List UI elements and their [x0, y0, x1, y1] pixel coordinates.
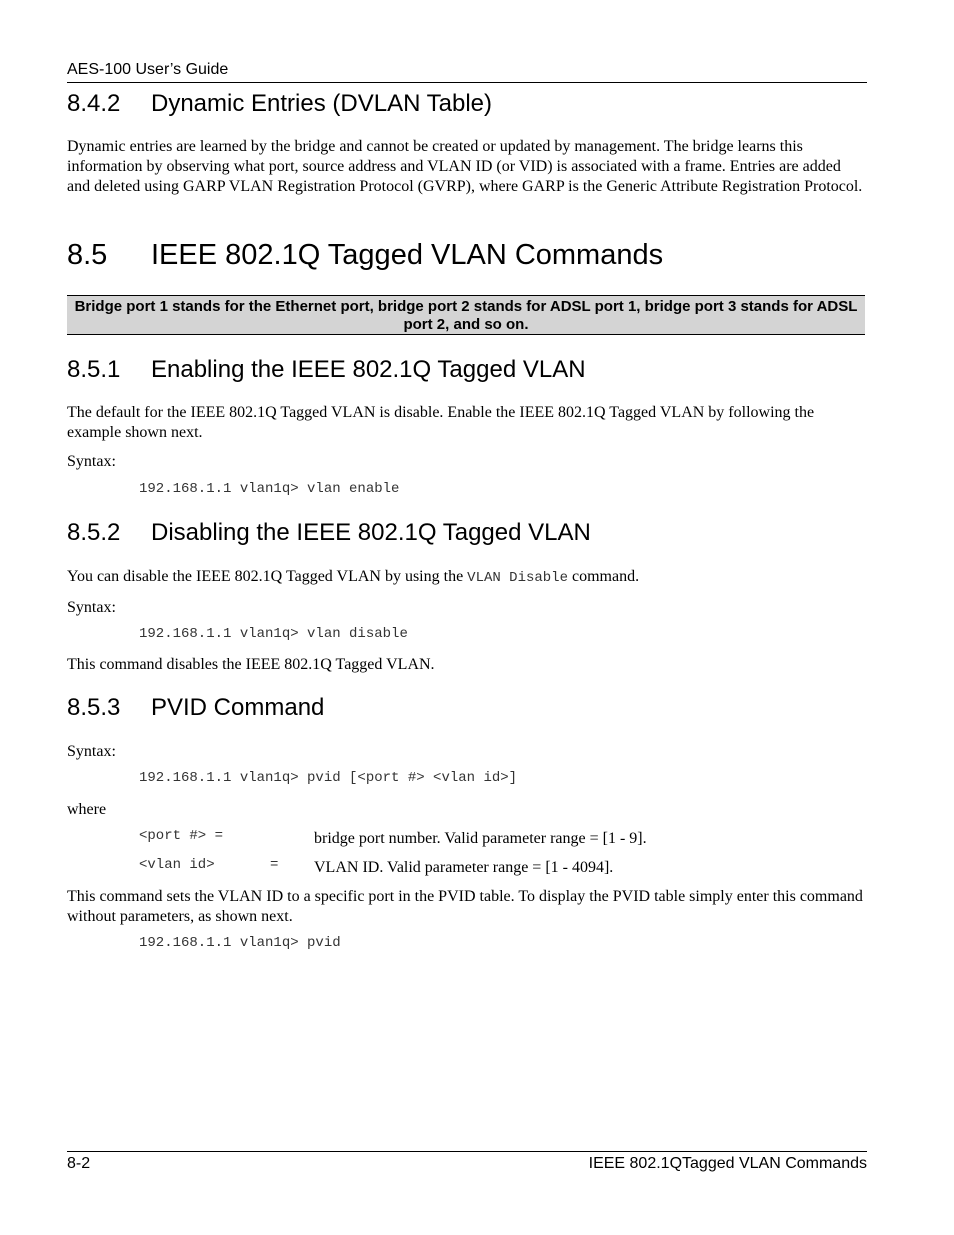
section-title: Dynamic Entries (DVLAN Table) [151, 90, 493, 117]
section-number: 8.4.2 [67, 90, 121, 117]
syntax-label: Syntax: [67, 453, 116, 470]
chapter-heading-8-5 [67, 238, 663, 272]
param-equals-vlan-id: = [270, 857, 279, 873]
section-number: 8.5.1 [67, 356, 121, 383]
paragraph-pvid: This command sets the VLAN ID to a specific port in the PVID table. To display the PVID table simply enter this command without parameters, as shown next. [67, 888, 863, 925]
paragraph-disabling [67, 567, 867, 588]
param-name-vlan-id: <vlan id> [139, 857, 215, 873]
param-desc-port: bridge port number. Valid parameter range = [1 - 9]. [314, 830, 647, 847]
footer-chapter-title: IEEE 802.1QTagged VLAN Commands [588, 1155, 867, 1172]
paragraph-dynamic-entries: Dynamic entries are learned by the bridge and cannot be created or updated by management. The bridge learns this information by observing what port, source address and VLAN ID (or VID) is associated with a frame. Entries are added and deleted using GARP VLAN Registration Protocol (GVRP), where GARP is the Generic Attribute Registration Protocol. [67, 138, 863, 195]
paragraph-disable-result: This command disables the IEEE 802.1Q Tagged VLAN. [67, 656, 435, 673]
paragraph-text: You can disable the IEEE 802.1Q Tagged VLAN by using the [67, 568, 464, 585]
section-title: Disabling the IEEE 802.1Q Tagged VLAN [151, 519, 591, 546]
inline-code-vlan-disable: VLAN Disable [467, 570, 568, 586]
code-vlan-enable: 192.168.1.1 vlan1q> vlan enable [139, 481, 400, 497]
param-name-port: <port #> = [139, 828, 224, 844]
section-heading-8-5-1 [67, 356, 586, 384]
section-number: 8.5.2 [67, 519, 121, 546]
code-vlan-disable: 192.168.1.1 vlan1q> vlan disable [139, 626, 408, 642]
section-title: Enabling the IEEE 802.1Q Tagged VLAN [151, 356, 586, 383]
section-number: 8.5.3 [67, 694, 121, 721]
section-heading-8-5-2 [67, 519, 591, 547]
section-title: PVID Command [151, 694, 325, 721]
where-label: where [67, 801, 107, 818]
section-heading-8-4-2 [67, 90, 492, 118]
param-desc-vlan-id: VLAN ID. Valid parameter range = [1 - 4094]. [314, 859, 614, 876]
section-number: 8.5 [67, 239, 108, 271]
header-rule [67, 82, 867, 83]
syntax-label: Syntax: [67, 743, 116, 760]
code-pvid-syntax: 192.168.1.1 vlan1q> pvid [<port #> <vlan id>] [139, 770, 518, 786]
section-heading-8-5-3 [67, 694, 324, 722]
code-pvid: 192.168.1.1 vlan1q> pvid [139, 935, 341, 951]
footer-rule [67, 1151, 867, 1152]
paragraph-enabling: The default for the IEEE 802.1Q Tagged VLAN is disable. Enable the IEEE 802.1Q Tagged VLAN by following the example shown next. [67, 404, 815, 441]
paragraph-text: command. [572, 568, 640, 585]
section-title: IEEE 802.1Q Tagged VLAN Commands [151, 239, 664, 271]
page-number: 8-2 [67, 1155, 91, 1172]
running-header: AES-100 User’s Guide [67, 61, 229, 78]
note-box: Bridge port 1 stands for the Ethernet port, bridge port 2 stands for ADSL port 1, bridge port 3 stands for ADSL port 2, and so on. [67, 295, 865, 335]
syntax-label: Syntax: [67, 599, 116, 616]
